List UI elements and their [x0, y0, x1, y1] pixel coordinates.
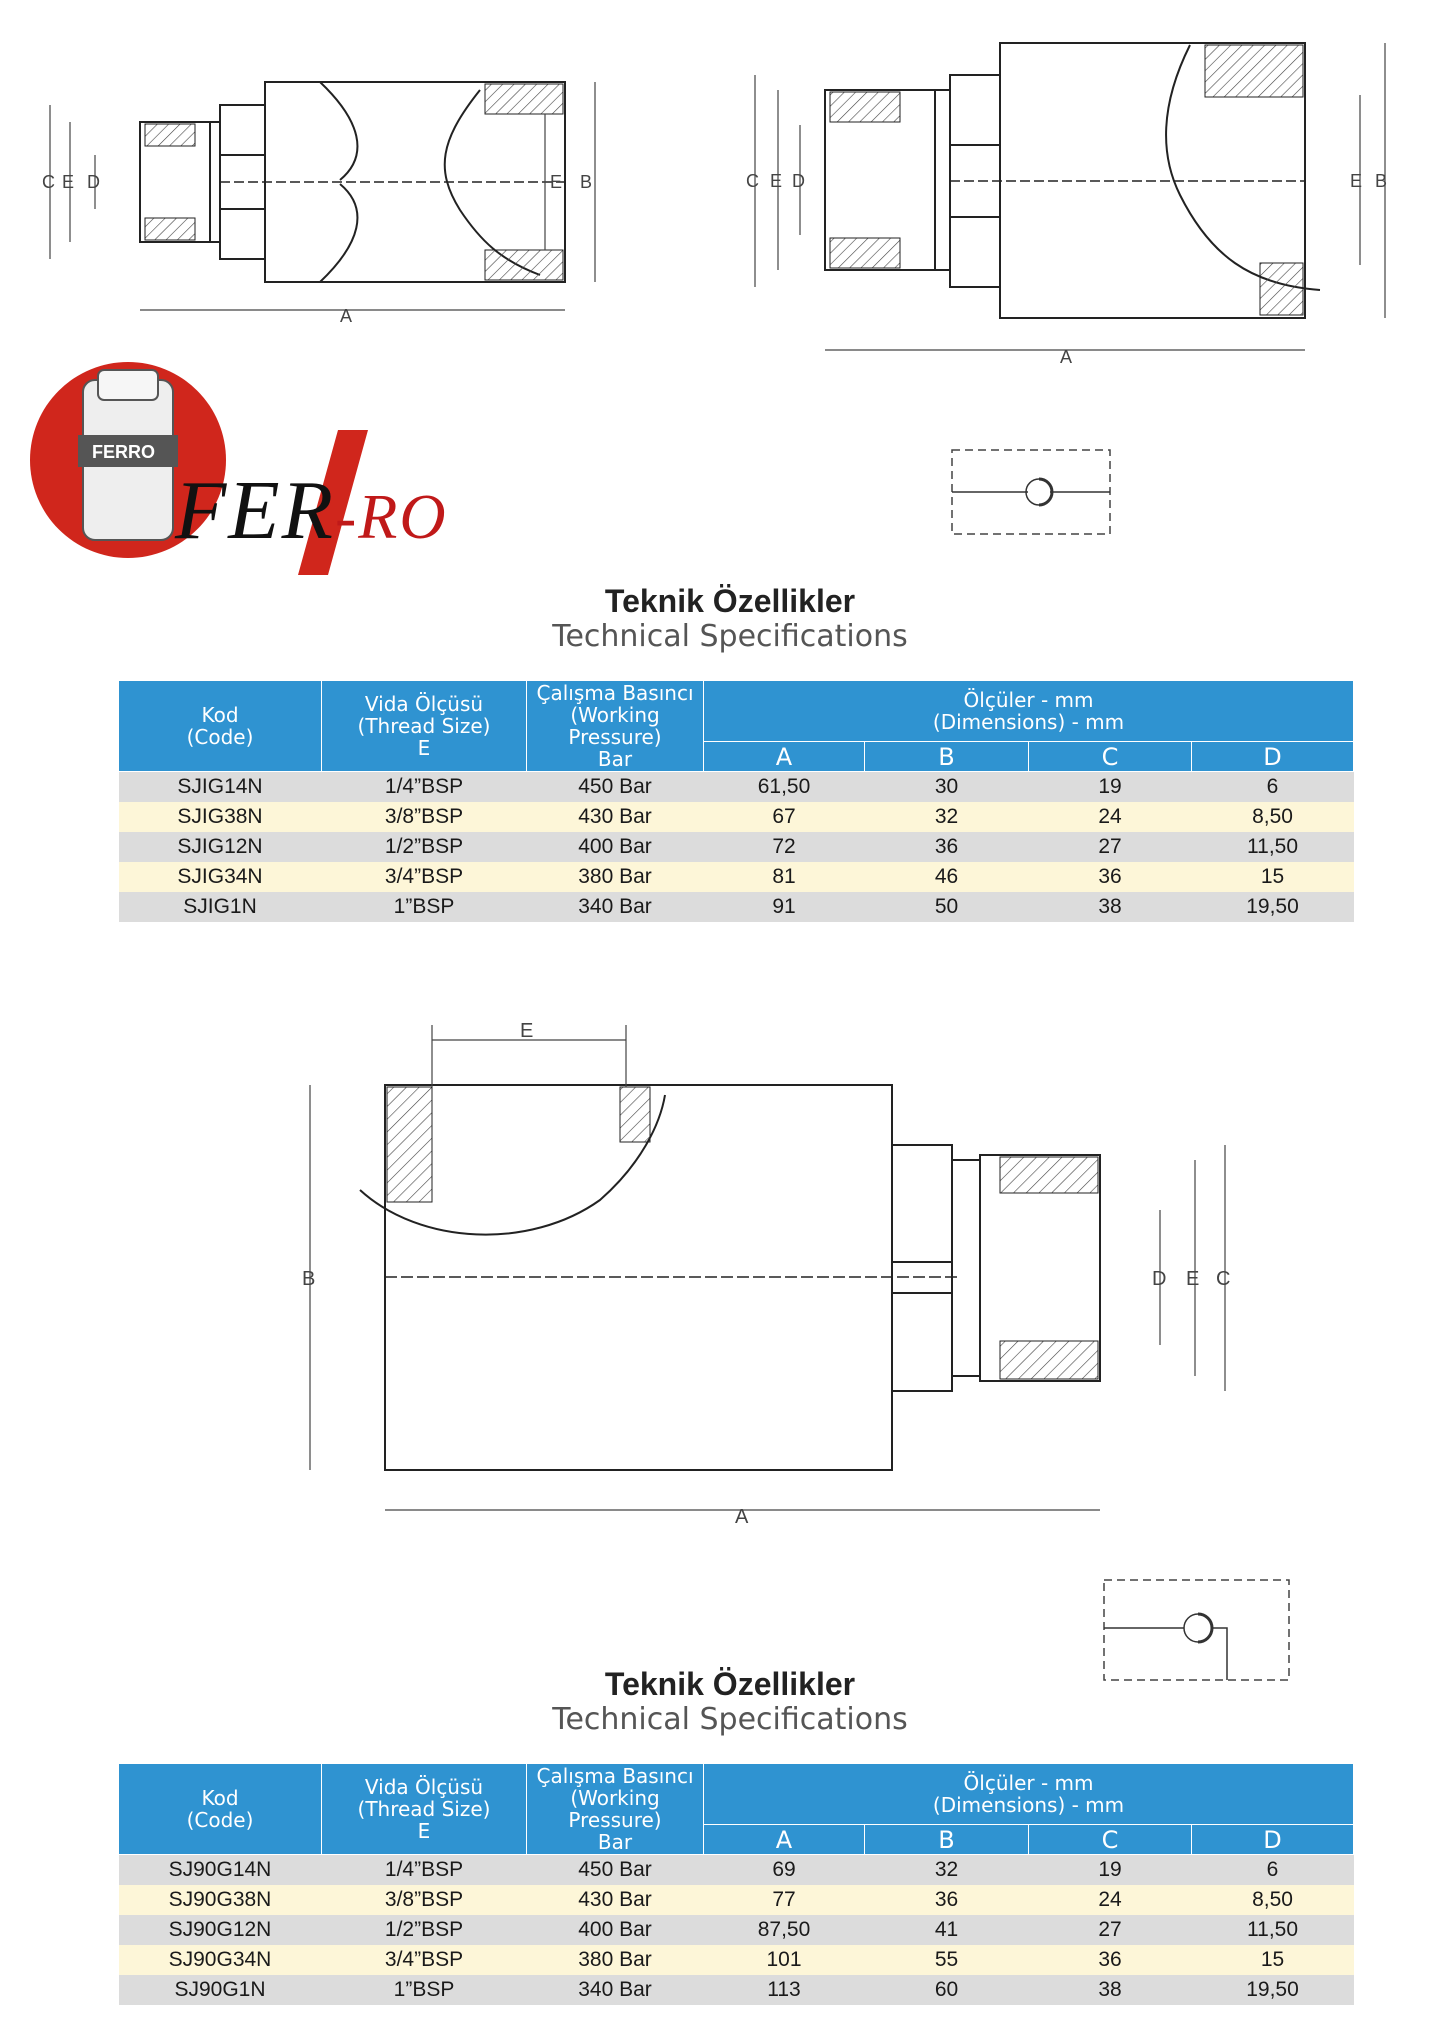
dim-a-label: A [340, 306, 353, 326]
thread-cell: 1/4”BSP [322, 1855, 527, 1886]
dim-a-cell: 67 [704, 802, 865, 832]
pressure-cell: 380 Bar [527, 1945, 704, 1975]
dim-b-cell: 36 [865, 1885, 1029, 1915]
dim-a-label: A [1060, 347, 1073, 367]
logo-badge-text: FERRO [92, 442, 155, 462]
dim-b-label: B [580, 172, 593, 192]
dim-a-cell: 61,50 [704, 772, 865, 803]
heading-tr: Teknik Özellikler [604, 583, 856, 619]
col-dims-header: Ölçüler - mm (Dimensions) - mm [704, 681, 1354, 742]
table-row [119, 892, 1354, 922]
thread-cell: 1/4”BSP [322, 772, 527, 803]
dim-a-cell: 113 [704, 1975, 865, 2005]
dim-a-cell: 91 [704, 892, 865, 922]
dim-a-cell: 101 [704, 1945, 865, 1975]
dim-e-label-right: E [550, 172, 563, 192]
dim-d-cell: 19,50 [1192, 892, 1354, 922]
table-row [119, 772, 1354, 803]
dim-c-cell: 27 [1029, 1915, 1192, 1945]
col-d-header: D [1192, 1825, 1354, 1855]
col-c-header: C [1029, 1825, 1192, 1855]
dim-e-label-right: E [1350, 171, 1363, 191]
col-code-header: Kod (Code) [119, 681, 322, 772]
table-row [119, 862, 1354, 892]
code-cell: SJ90G34N [119, 1945, 322, 1975]
dim-d-cell: 11,50 [1192, 832, 1354, 862]
thread-cell: 3/8”BSP [322, 802, 527, 832]
table-row [119, 1945, 1354, 1975]
dim-b-cell: 30 [865, 772, 1029, 803]
code-cell: SJIG34N [119, 862, 322, 892]
pressure-cell: 430 Bar [527, 1885, 704, 1915]
dim-e-label: E [770, 171, 783, 191]
col-dims-header: Ölçüler - mm (Dimensions) - mm [704, 1764, 1354, 1825]
spec-table-2 [118, 1763, 1354, 2005]
thread-cell: 1/2”BSP [322, 832, 527, 862]
swivel-joint-drawing-small [40, 60, 600, 330]
pressure-cell: 450 Bar [527, 772, 704, 803]
heading-en: Technical Specifications [552, 1702, 908, 1737]
dim-d-label: D [1152, 1268, 1167, 1290]
code-cell: SJIG14N [119, 772, 322, 803]
code-cell: SJIG38N [119, 802, 322, 832]
dim-c-cell: 27 [1029, 832, 1192, 862]
col-pressure-header: Çalışma Basıncı (Working Pressure) Bar [527, 681, 704, 772]
dim-c-cell: 38 [1029, 892, 1192, 922]
code-cell: SJIG12N [119, 832, 322, 862]
dim-b-cell: 46 [865, 862, 1029, 892]
thread-cell: 3/4”BSP [322, 1945, 527, 1975]
table-row [119, 832, 1354, 862]
pressure-cell: 340 Bar [527, 1975, 704, 2005]
table-row [119, 1855, 1354, 1886]
dim-d-label: D [87, 172, 100, 192]
pressure-cell: 450 Bar [527, 1855, 704, 1886]
dim-d-cell: 6 [1192, 1855, 1354, 1886]
dim-b-cell: 55 [865, 1945, 1029, 1975]
dim-a-cell: 87,50 [704, 1915, 865, 1945]
col-d-header: D [1192, 742, 1354, 772]
hydraulic-symbol-icon [950, 448, 1115, 536]
heading-en: Technical Specifications [552, 619, 908, 654]
dim-c-label: C [1216, 1268, 1231, 1290]
thread-cell: 1/2”BSP [322, 1915, 527, 1945]
dim-a-label: A [735, 1506, 749, 1525]
dim-c-cell: 24 [1029, 1885, 1192, 1915]
col-thread-header: Vida Ölçüsü (Thread Size) E [322, 1764, 527, 1855]
table-row [119, 1975, 1354, 2005]
dim-a-cell: 72 [704, 832, 865, 862]
table-row [119, 1915, 1354, 1945]
pressure-cell: 340 Bar [527, 892, 704, 922]
dim-b-cell: 32 [865, 802, 1029, 832]
dim-c-cell: 19 [1029, 1855, 1192, 1886]
col-thread-header: Vida Ölçüsü (Thread Size) E [322, 681, 527, 772]
dim-b-cell: 32 [865, 1855, 1029, 1886]
dim-b-cell: 60 [865, 1975, 1029, 2005]
dim-d-label: D [792, 171, 805, 191]
pressure-cell: 380 Bar [527, 862, 704, 892]
col-pressure-header: Çalışma Basıncı (Working Pressure) Bar [527, 1764, 704, 1855]
dim-a-cell: 69 [704, 1855, 865, 1886]
code-cell: SJ90G1N [119, 1975, 322, 2005]
table-row [119, 802, 1354, 832]
col-code-header: Kod (Code) [119, 1764, 322, 1855]
dim-e-label: E [62, 172, 75, 192]
dim-d-cell: 8,50 [1192, 1885, 1354, 1915]
dim-b-label: B [1375, 171, 1388, 191]
heading-tr: Teknik Özellikler [604, 1666, 856, 1702]
dim-b-cell: 41 [865, 1915, 1029, 1945]
code-cell: SJ90G12N [119, 1915, 322, 1945]
dim-a-cell: 77 [704, 1885, 865, 1915]
code-cell: SJIG1N [119, 892, 322, 922]
spec-heading-1 [0, 583, 1440, 655]
col-a-header: A [704, 742, 865, 772]
dim-d-cell: 15 [1192, 1945, 1354, 1975]
dim-d-cell: 6 [1192, 772, 1354, 803]
spec-table-1 [118, 680, 1354, 922]
col-a-header: A [704, 1825, 865, 1855]
pressure-cell: 430 Bar [527, 802, 704, 832]
dim-c-cell: 38 [1029, 1975, 1192, 2005]
dim-d-cell: 15 [1192, 862, 1354, 892]
table-row [119, 1885, 1354, 1915]
dim-e-label-right: E [1186, 1268, 1200, 1290]
dim-c-label: C [746, 171, 759, 191]
thread-cell: 3/4”BSP [322, 862, 527, 892]
col-b-header: B [865, 742, 1029, 772]
dim-a-cell: 81 [704, 862, 865, 892]
dim-c-cell: 36 [1029, 1945, 1192, 1975]
dim-c-cell: 36 [1029, 862, 1192, 892]
pressure-cell: 400 Bar [527, 832, 704, 862]
dim-b-cell: 36 [865, 832, 1029, 862]
code-cell: SJ90G14N [119, 1855, 322, 1886]
dim-c-cell: 24 [1029, 802, 1192, 832]
pressure-cell: 400 Bar [527, 1915, 704, 1945]
dim-c-cell: 19 [1029, 772, 1192, 803]
spec-heading-2 [0, 1666, 1440, 1738]
dim-b-label: B [302, 1268, 316, 1290]
dim-c-label: C [42, 172, 55, 192]
col-c-header: C [1029, 742, 1192, 772]
dim-e-label: E [520, 1020, 534, 1042]
brand-name: FER-RO [175, 464, 448, 557]
code-cell: SJ90G38N [119, 1885, 322, 1915]
dim-b-cell: 50 [865, 892, 1029, 922]
swivel-joint-drawing-large [720, 35, 1410, 375]
col-b-header: B [865, 1825, 1029, 1855]
thread-cell: 1”BSP [322, 1975, 527, 2005]
dim-d-cell: 19,50 [1192, 1975, 1354, 2005]
dim-d-cell: 11,50 [1192, 1915, 1354, 1945]
thread-cell: 1”BSP [322, 892, 527, 922]
thread-cell: 3/8”BSP [322, 1885, 527, 1915]
swivel-joint-90-drawing [300, 1015, 1260, 1525]
dim-d-cell: 8,50 [1192, 802, 1354, 832]
